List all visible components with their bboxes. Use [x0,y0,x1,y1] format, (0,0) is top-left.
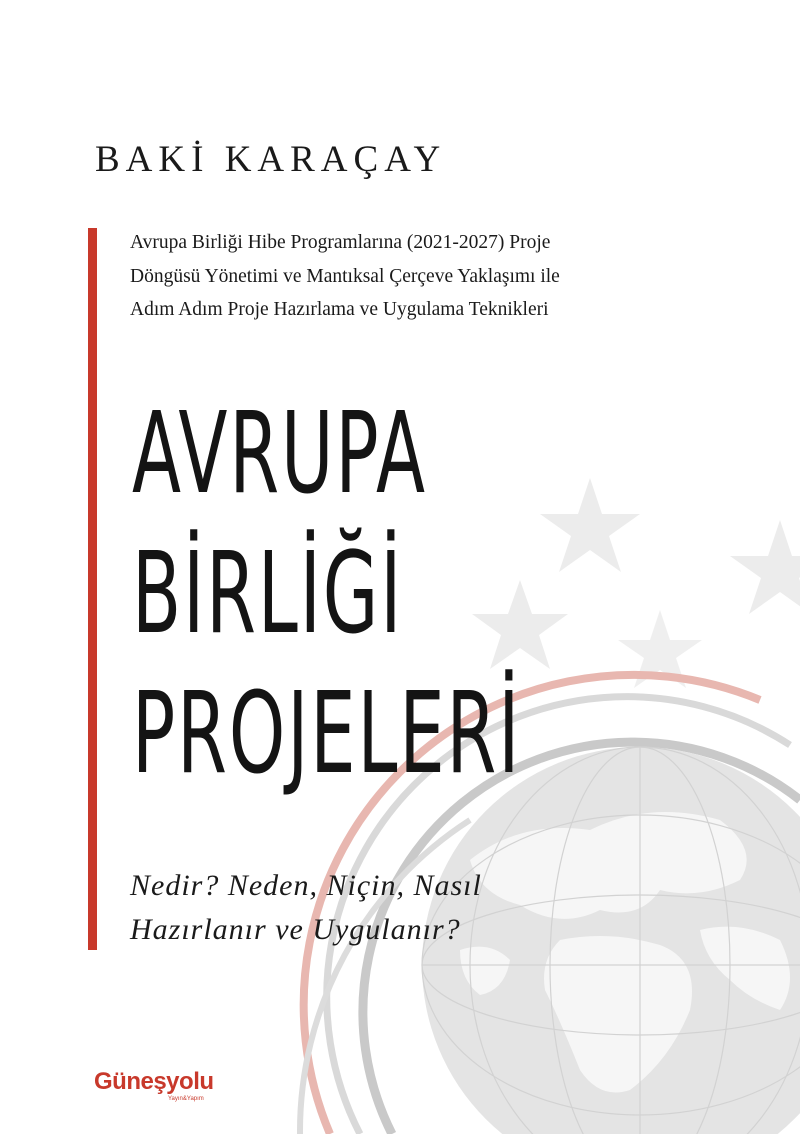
star-icon [540,478,640,572]
accent-bar [88,228,97,950]
book-title [132,384,521,804]
subtitle-line: Döngüsü Yönetimi ve Mantıksal Çerçeve Yaklaşımı ile [130,265,560,287]
star-icon [730,520,800,614]
tagline-line: Hazırlanır ve Uygulanır? [130,913,461,946]
publisher-logo: Güneşyolu [94,1068,214,1095]
title-line: BİRLİĞİ [132,529,404,659]
author-name: BAKİ KARAÇAY [95,139,447,180]
title-line: AVRUPA [132,389,427,519]
publisher-subtext: Yayın&Yapım [168,1096,204,1102]
subtitle-line: Adım Adım Proje Hazırlama ve Uygulama Teknikleri [130,299,549,320]
title-line: PROJELERİ [132,669,522,799]
book-subtitle [130,226,690,327]
tagline-line: Nedir? Neden, Niçin, Nasıl [130,869,482,902]
book-tagline [130,864,482,952]
subtitle-line: Avrupa Birliği Hibe Programlarına (2021-2027) Proje [130,232,551,253]
